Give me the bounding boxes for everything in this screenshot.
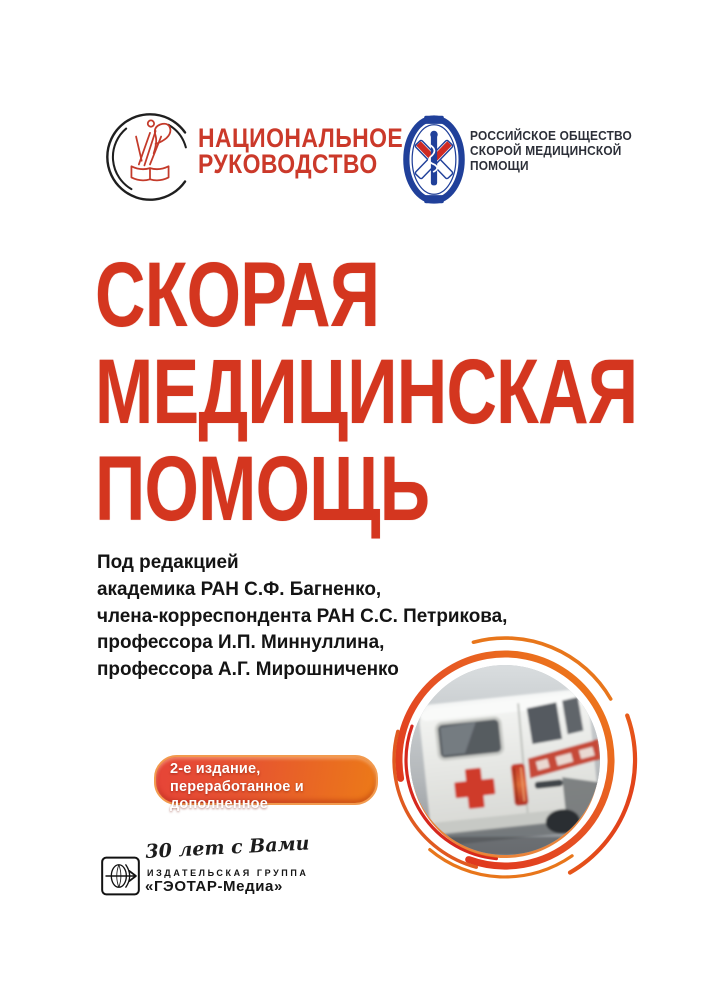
publisher-anniversary: 30 лет с Вами	[144, 832, 310, 863]
edition-badge-line2: переработанное и дополненное	[170, 778, 304, 812]
edition-badge-line1: 2-е издание,	[170, 761, 261, 777]
society-line1: РОССИЙСКОЕ ОБЩЕСТВО	[470, 129, 632, 143]
society-name	[470, 129, 632, 174]
ambulance-photo	[410, 665, 600, 855]
society-line2: СКОРОЙ МЕДИЦИНСКОЙ	[470, 144, 622, 158]
title-line-2: МЕДИЦИНСКАЯ	[95, 341, 638, 443]
title-line-3: ПОМОЩЬ	[95, 438, 430, 540]
book-title	[95, 244, 638, 540]
publisher-logo-icon	[100, 856, 141, 896]
national-guideline-label	[198, 123, 404, 179]
editor-line: профессора А.Г. Мирошниченко	[97, 658, 399, 681]
national-guideline-logo-icon	[98, 105, 202, 209]
editor-line: профессора И.П. Миннуллина,	[97, 631, 385, 654]
publisher-name: «ГЭОТАР-Медиа»	[145, 878, 283, 895]
editor-line: члена-корреспондента РАН С.С. Петрикова,	[97, 604, 508, 627]
editor-line: академика РАН С.Ф. Багненко,	[97, 577, 382, 600]
editor-line: Под редакцией	[97, 551, 239, 573]
edition-badge	[154, 755, 378, 812]
title-line-1: СКОРАЯ	[95, 244, 380, 346]
national-guideline-line2: РУКОВОДСТВО	[198, 148, 378, 179]
publisher-group-label: ИЗДАТЕЛЬСКАЯ ГРУППА	[147, 868, 309, 878]
society-logo-icon	[401, 111, 467, 208]
national-guideline-line1: НАЦИОНАЛЬНОЕ	[198, 123, 404, 153]
society-line3: ПОМОЩИ	[470, 159, 529, 173]
